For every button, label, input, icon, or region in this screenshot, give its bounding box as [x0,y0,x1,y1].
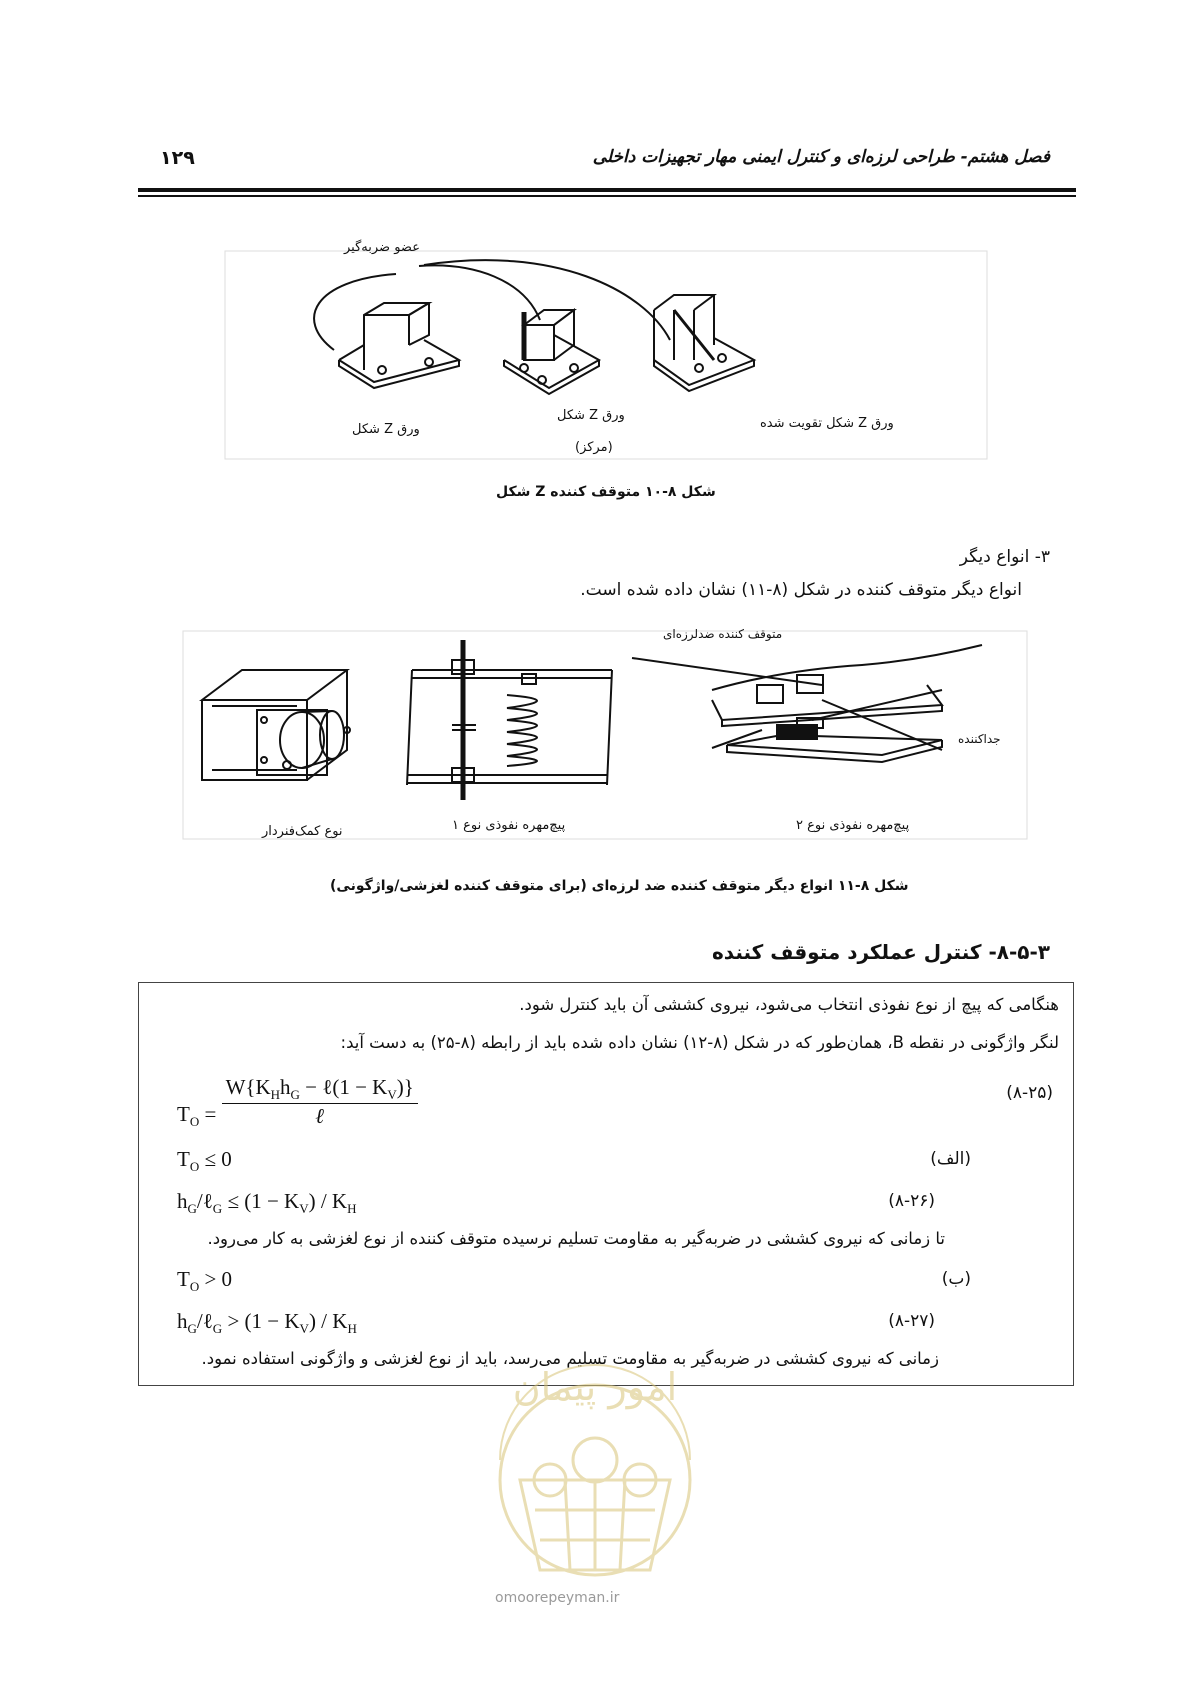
equation-27: $h_G/\ell_G > (1 - K_V) / K_H$ [177,1309,357,1337]
label-through-bolt-1: پیچ‌مهره نفوذی نوع ۱ [452,818,566,833]
equation-27-number: (۸-۲۷) [888,1311,935,1331]
case-a-label: (الف) [930,1149,971,1169]
condition-a: $T_O \le 0$ [177,1147,232,1175]
equation-25: $T_O$ = $W\{K_Hh_G$ − ℓ(1 − $K_V$)} ℓ [177,1075,418,1129]
label-seismic-stopper: متوقف کننده ضدلرزه‌ای [663,627,783,641]
calc-para-3: تا زمانی که نیروی کششی در ضربه‌گیر به مقاومت تسلیم نرسیده متوقف کننده از نوع لغزشی به کار می‌رود. [207,1229,945,1248]
calc-para-2: لنگر واژگونی در نقطه B، همان‌طور که در شکل (۸-۱۲) نشان داده شده باید از رابطه (۸-۲۵) به دست آید: [340,1033,1059,1052]
label-separator: جداکننده [958,732,1001,746]
section-3-title: ۳- انواع دیگر [959,547,1050,567]
calc-para-4: زمانی که نیروی کششی در ضربه‌گیر به مقاومت تسلیم می‌رسد، باید از نوع لغزشی و واژگونی استفاده نمود. [201,1349,939,1368]
page-number: ۱۲۹ [160,147,195,169]
label-shock-absorber: نوع کمک‌فنردار [262,824,343,839]
figure-11-caption: شکل ۸-۱۱ انواع دیگر متوقف کننده ضد لرزه‌ای (برای متوقف کننده لغزشی/واژگونی) [330,878,909,894]
condition-b: $T_O > 0$ [177,1267,233,1295]
equation-25-number: (۸-۲۵) [1006,1083,1053,1103]
label-impact-member: عضو ضربه‌گیر [344,240,420,255]
label-z-plate-center-sub: (مرکز) [575,440,613,455]
shock-absorber-icon [202,670,350,780]
z-plate-reinforced-icon [654,295,754,391]
section-3-body: انواع دیگر متوقف کننده در شکل (۸-۱۱) نشان داده شده است. [580,580,1022,600]
figure-10-caption: شکل ۸-۱۰ متوقف کننده Z شکل [496,484,716,500]
watermark-logo-icon [480,1330,710,1600]
arrow-left [314,274,396,350]
header-rule-thin [138,195,1076,197]
case-b-label: (ب) [941,1269,971,1289]
running-header: فصل هشتم- طراحی لرزه‌ای و کنترل ایمنی مهار تجهیزات داخلی [592,147,1050,167]
equation-26-number: (۸-۲۶) [888,1191,935,1211]
label-through-bolt-2: پیچ‌مهره نفوذی نوع ۲ [796,818,910,833]
figure-other-stoppers [182,630,1028,840]
watermark-url: omoorepeyman.ir [495,1590,620,1606]
watermark-name: امور پیمان [512,1365,678,1409]
section-heading: ۸-۵-۳- کنترل عملکرد متوقف کننده [711,940,1050,964]
label-z-plate: ورق Z شکل [352,422,420,437]
z-plate-center-icon [504,310,599,394]
label-z-plate-center: ورق Z شکل [557,408,625,423]
calculation-box [138,982,1074,1386]
equation-26: $h_G/\ell_G \le (1 - K_V) / K_H$ [177,1189,357,1217]
header-rule-thick [138,188,1076,192]
through-bolt-2-icon [632,645,982,762]
label-z-plate-reinforced: ورق Z شکل تقویت شده [760,416,894,431]
z-plate-icon [339,303,459,388]
calc-para-1: هنگامی که پیچ از نوع نفوذی انتخاب می‌شود، نیروی کششی آن باید کنترل شود. [519,995,1059,1014]
through-bolt-1-icon [407,640,612,800]
